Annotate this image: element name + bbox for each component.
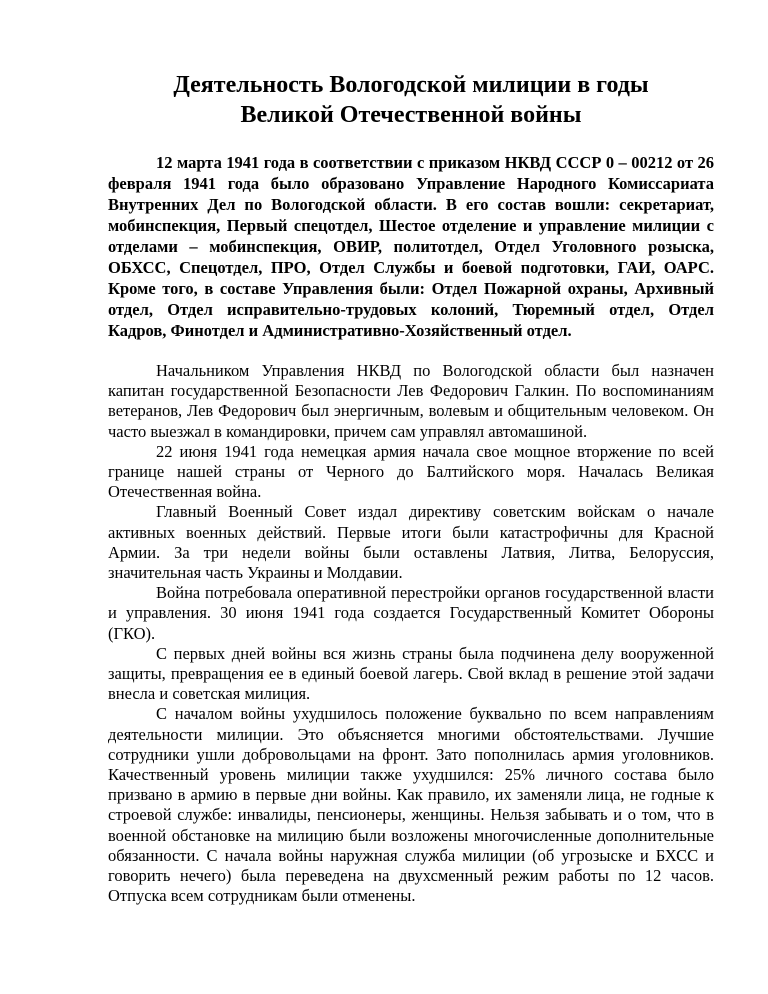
title-line-2: Великой Отечественной войны — [240, 102, 582, 128]
body-paragraph: Начальником Управления НКВД по Вологодской области был назначен капитан государственной Безопасности Лев Федорович Галкин. По воспоминаниям ветеранов, Лев Федорович был энергичным, волевым и общительным человеком. Он часто выезжал в командировки, причем сам управлял автомашиной. — [108, 361, 714, 441]
document-page — [108, 70, 714, 906]
body-paragraph: С началом войны ухудшилось положение буквально по всем направлениям деятельности милиции. Это объясняется многими обстоятельствами. Лучшие сотрудники ушли добровольцами на фронт. Зато пополнилась армия уголовников. Качественный уровень милиции также ухудшился: 25% личного состава было призвано в армию в первые дни войны. Как правило, их заменяли лица, не годные к строевой службе: инвалиды, пенсионеры, женщины. Нельзя забывать и о том, что в военной обстановке на милицию были возложены многочисленные дополнительные обязанности. С начала войны наружная служба милиции (об угрозыске и БХСС и говорить нечего) была переведена на двухсменный режим работы по 12 часов. Отпуска всем сотрудникам были отменены. — [108, 704, 714, 906]
title-line-1: Деятельность Вологодской милиции в годы — [173, 72, 649, 98]
intro-paragraph: 12 марта 1941 года в соответствии с приказом НКВД СССР 0 – 00212 от 26 февраля 1941 года было образовано Управление Народного Комиссариата Внутренних Дел по Вологодской области. В его состав вошли: секретариат, мобинспекция, Первый спецотдел, Шестое отделение и управление милиции с отделами – мобинспекция, ОВИР, политотдел, Отдел Уголовного розыска, ОБХСС, Спецотдел, ПРО, Отдел Службы и боевой подготовки, ГАИ, ОАРС. Кроме того, в составе Управления были: Отдел Пожарной охраны, Архивный отдел, Отдел исправительно-трудовых колоний, Тюремный отдел, Отдел Кадров, Финотдел и Административно-Хозяйственный отдел. — [108, 153, 714, 340]
body-paragraph: Война потребовала оперативной перестройки органов государственной власти и управления. 30 июня 1941 года создается Государственный Комитет Обороны (ГКО). — [108, 583, 714, 643]
body-paragraph: С первых дней войны вся жизнь страны была подчинена делу вооруженной защиты, превращения ее в единый боевой лагерь. Свой вклад в решение этой задачи внесла и советская милиция. — [108, 643, 714, 704]
body-paragraph: 22 июня 1941 года немецкая армия начала свое мощное вторжение по всей границе нашей страны от Черного до Балтийского моря. Началась Великая Отечественная война. — [108, 441, 714, 502]
document-title — [108, 70, 714, 130]
body-paragraph: Главный Военный Совет издал директиву советским войскам о начале активных военных действий. Первые итоги были катастрофичны для Красной Армии. За три недели войны были оставлены Латвия, Литва, Белоруссия, значительная часть Украины и Молдавии. — [108, 502, 714, 583]
